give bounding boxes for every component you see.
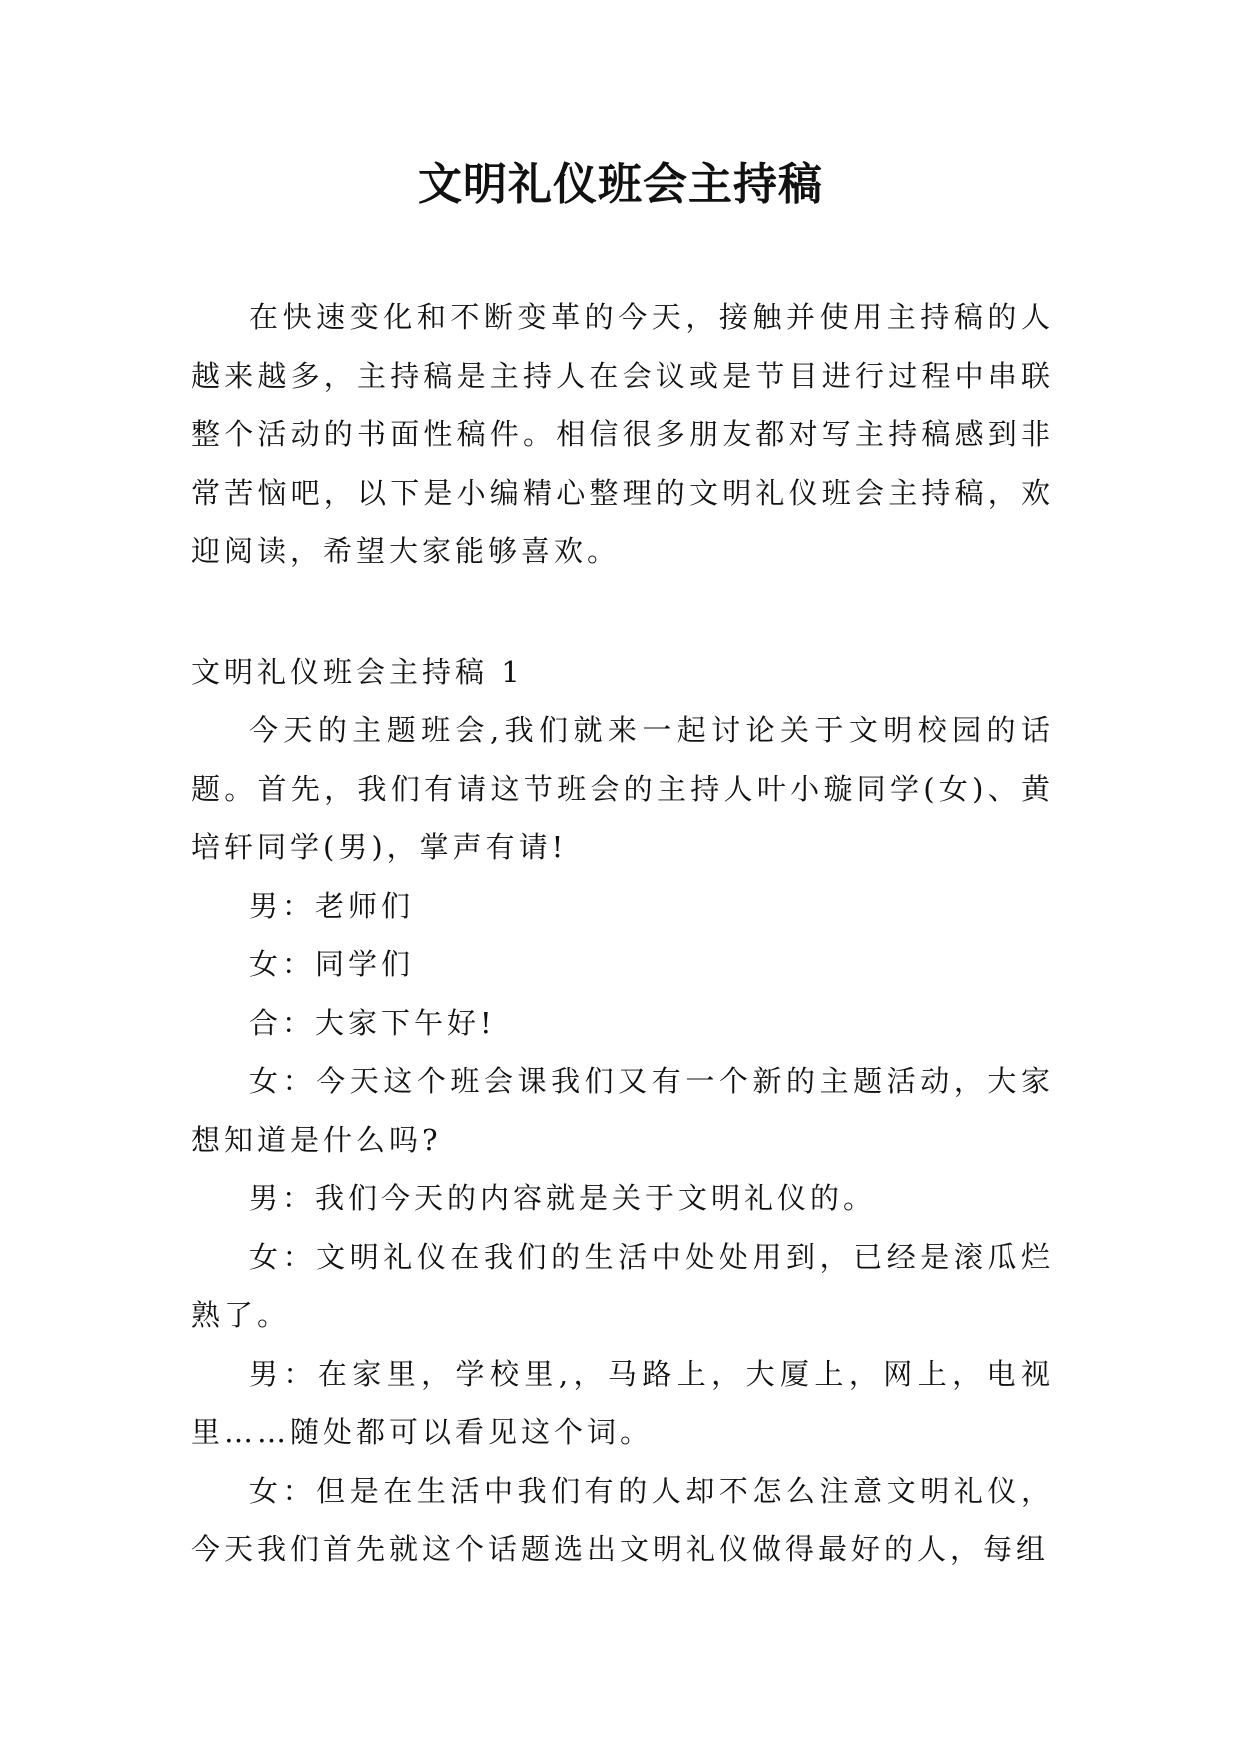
dialogue-line: 女：文明礼仪在我们的生活中处处用到，已经是滚瓜烂熟了。 [191,1239,1054,1332]
intro-paragraph: 在快速变化和不断变革的今天，接触并使用主持稿的人越来越多，主持稿是主持人在会议或是节目进行过程中串联整个活动的书面性稿件。相信很多朋友都对写主持稿感到非常苦恼吧，以下是小编精心整理的文明礼仪班会主持稿，欢迎阅读，希望大家能够喜欢。 [191,300,1054,568]
dialogue-line: 女：今天这个班会课我们又有一个新的主题活动，大家想知道是什么吗? [191,1064,1054,1157]
dialogue-line: 女：但是在生活中我们有的人却不怎么注意文明礼仪，今天我们首先就这个话题选出文明礼仪做得最好的人，每组 [191,1473,1054,1566]
section-heading: 文明礼仪班会主持稿 1 [191,654,524,689]
body-paragraph: 今天的主题班会,我们就来一起讨论关于文明校园的话题。首先，我们有请这节班会的主持人叶小璇同学(女)、黄培轩同学(男)，掌声有请! [191,713,1054,864]
section-spacer [191,581,1054,643]
dialogue-line: 男：在家里，学校里,，马路上，大厦上，网上，电视里……随处都可以看见这个词。 [191,1356,1054,1449]
dialogue-line: 合：大家下午好! [249,1005,496,1040]
document-title: 文明礼仪班会主持稿 [418,159,823,210]
dialogue-line: 女：同学们 [249,947,415,981]
dialogue-line: 男：我们今天的内容就是关于文明礼仪的。 [249,1181,877,1215]
document-body [191,288,1054,1579]
dialogue-line: 男：老师们 [249,888,415,923]
